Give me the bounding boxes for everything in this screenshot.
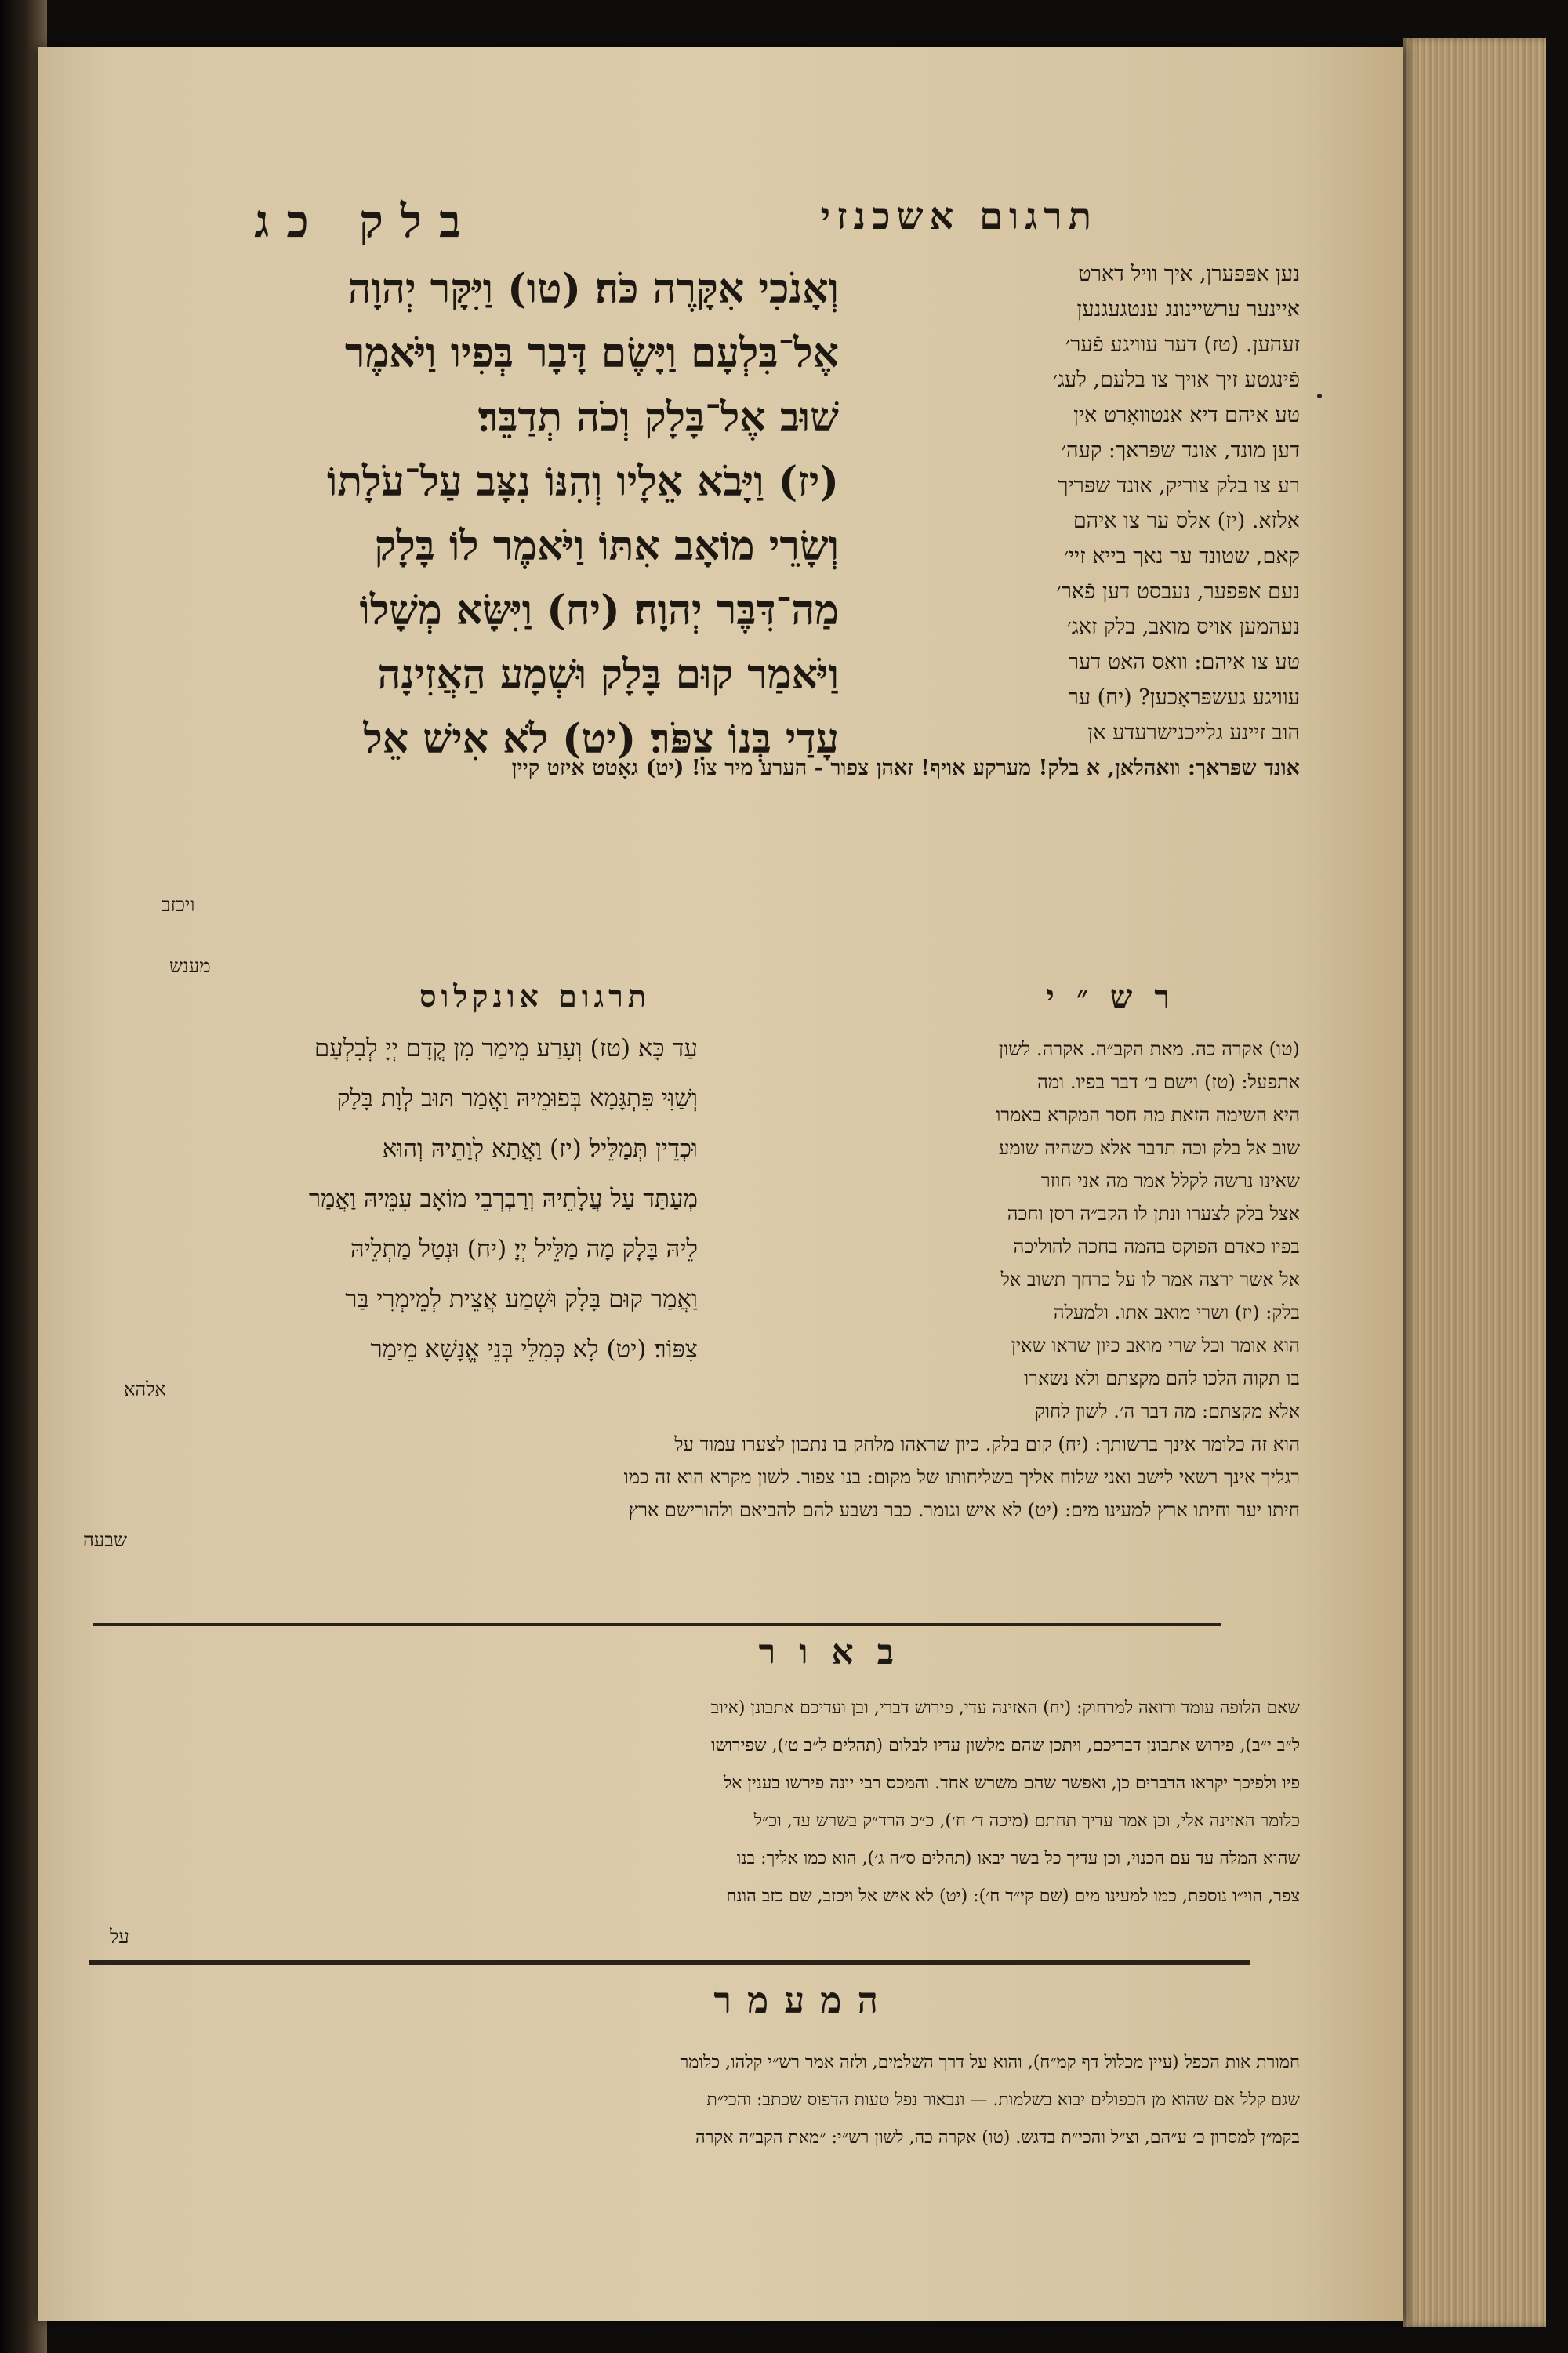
rashi-full-line: הוא זה כלומר אינך ברשותך: (יח) קום בלק. כיון שראהו מלחק בו נתכון לצערו עמוד על	[674, 1433, 1300, 1455]
biur-catchword: על	[110, 1926, 129, 1948]
main-text-catchword: ויכזב	[162, 894, 195, 916]
biur-line: כלומר האזינה אלי, וכן אמר עדיך תחתם (מיכה ד׳ ח׳), כ״כ הרד״ק בשרש עד, וכ״ל	[753, 1811, 1300, 1831]
yiddish-line: טע איהם דיא אנטוואָרט אין	[1073, 403, 1300, 427]
yiddish-line: נעהמען אויס מואב, בלק זאג׳	[1066, 615, 1300, 639]
onkelos-line: וּכְדֵין תְּמַלֵּיל׃ (יז) וַאֲתָא לְוָתֵיהּ וְהוּא	[382, 1135, 698, 1163]
biur-line: פיו ולפיכך יקראו הדברים כן, ואפשר שהם משרש אחד. והמכס רבי יונה פירשו בענין אל	[723, 1774, 1300, 1793]
rashi-line: בלק: (יז) ושרי מואב אתו. ולמעלה	[1053, 1302, 1300, 1324]
yiddish-line: זעהען. (טז) דער עוויגע פֿער׳	[1065, 332, 1300, 357]
onkelos-line: עַד כָּא׃ (טז) וְעָרַע מֵימַר מִן קֳדָם יְיָ לְבִלְעָם	[314, 1034, 698, 1062]
yiddish-full-width-line: אונד שפּראך: וואהלאן, א בלק! מערקע אויף! זאהן צפור - הערע מיר צו! (יט) גאָטט איזט קיין	[511, 756, 1300, 780]
book-page	[38, 47, 1403, 2321]
rashi-full-line: חיתו יער וחיתו ארץ למעינו מים: (יט) לא איש וגומר. כבר נשבע להם להביאם ולהורישם ארץ	[628, 1499, 1300, 1521]
yiddish-line: אלזא. (יז) אלס ער צו איהם	[1073, 509, 1300, 533]
main-text-line: (יז) וַיָּבֹא אֵלָיו וְהִנּוֹ נִצָּב עַל־עֹלָתוֹ	[327, 458, 839, 506]
onkelos-line: וְשַׁוִּי פִּתְגָּמָא בְּפוּמֵיהּ וַאֲמַר תּוּב לְוָת בָּלָק	[336, 1084, 698, 1113]
main-text-line: מַה־דִּבֶּר יְהוָה׃ (יח) וַיִּשָּׂא מְשָׁלוֹ	[359, 586, 839, 634]
biur-top-rule	[93, 1623, 1221, 1626]
ink-speck	[1317, 394, 1322, 398]
onkelos-line: מְעַתַּד עַל עֲלָתֵיהּ וְרַבְרְבֵי מוֹאָב עִמֵּיהּ וַאֲמַר	[308, 1185, 698, 1213]
biur-line: שאם הלופה עומד ורואה למרחוק: (יח) האזינה עדי, פירוש דברי, ובן ועדיכם אתבונן (איוב	[710, 1698, 1300, 1718]
yiddish-line: קאם, שטונד ער נאך בייא זיי׳	[1063, 544, 1300, 568]
rashi-full-line: רגליך אינך רשאי לישב ואני שלוח אליך בשליחותו של מקום: בנו צפור. לשון מקרא הוא זה כמו	[623, 1466, 1300, 1488]
onkelos-line: לֵיהּ בָּלָק מָה מַלֵּיל יְיָ׃ (יח) וּנְטַל מַתְלֵיהּ	[350, 1235, 698, 1263]
hameamer-line: שגם קלל אם שהוא מן הכפולים יבוא בשלמות. — ונבאור נפל טעות הדפוס שכתב: והכי״ת	[706, 2090, 1300, 2110]
yiddish-line: נעם אפּפער, נעבסט דען פֿאר׳	[1056, 579, 1300, 604]
main-text-line: שׁוּב אֶל־בָּלָק וְכֹה תְדַבֵּר׃	[477, 394, 839, 441]
rashi-title: רש״י	[1046, 979, 1192, 1015]
biur-line: שהוא המלה עד עם הכנוי, וכן עדיך כל בשר יבאו (תהלים ס״ה ג׳), הוא כמו אליך: בנו	[736, 1849, 1300, 1868]
yiddish-line: עוויגע געשפּראָכען? (יח) ער	[1068, 685, 1300, 710]
header-left-title: בלק כג	[254, 194, 478, 248]
hameamer-line: חמורת אות הכפל (עיין מכלול דף קמ״ח), והוא על דרך השלמים, ולזה אמר רש״י קלהו, כלומר	[680, 2053, 1300, 2072]
onkelos-catchword: אלהא	[124, 1378, 166, 1400]
onkelos-line: וַאֲמַר קוּם בָּלָק וּשְׁמַע אֲצֵית לְמֵימְרִי בַּר	[345, 1285, 698, 1313]
rashi-line: אצל בלק לצערו ונתן לו הקב״ה רסן וחכה	[1007, 1203, 1300, 1225]
main-text-line: וַיֹּאמַר קוּם בָּלָק וּשְׁמָע הַאֲזִינָה	[377, 651, 839, 699]
main-text-line: וְשָׂרֵי מוֹאָב אִתּוֹ וַיֹּאמֶר לוֹ בָּלָק	[374, 522, 839, 570]
hameamer-title: המעמר	[713, 1979, 894, 2021]
rashi-line: שוב אל בלק וכה תדבר אלא כשהיה שומע	[998, 1137, 1300, 1159]
yiddish-line: דען מונד, אונד שפּראך: קעה׳	[1061, 438, 1300, 463]
header-right-title: תרגום אשכנזי	[820, 194, 1098, 238]
main-text-line: עָדַי בְּנוֹ צִפֹּר׃ (יט) לֹא אִישׁ אֵל	[363, 715, 839, 763]
rashi-line: היא השימה הזאת מה חסר המקרא באמרו	[996, 1104, 1300, 1126]
rashi-line: אלא מקצתם: מה דבר ה׳. לשון לחוק	[1035, 1400, 1300, 1422]
yiddish-line: איינער ערשיינונג ענטגעגנען	[1076, 297, 1300, 321]
rashi-line: אל אשר ירצה אמר לו על כרחך תשוב אל	[1000, 1269, 1300, 1291]
onkelos-title: תרגום אונקלוס	[419, 979, 651, 1014]
yiddish-line: נען אפּפערן, איך וויל דארט	[1078, 262, 1300, 286]
main-text-line: וְאָנֹכִי אִקָּרֶה כֹּה׃ (טו) וַיִּקָּר יְהוָה	[347, 265, 839, 313]
onkelos-line: צִפּוֹר׃ (יט) לָא כְּמִלֵּי בְּנֵי אֱנָשָׁא מֵימַר	[370, 1335, 698, 1364]
yiddish-line: רע צו בלק צוריק, אונד שפּריך	[1058, 474, 1300, 498]
biur-title: באור	[758, 1632, 917, 1672]
yiddish-line: פֿינגטע זיך אויך צו בלעם, לעג׳	[1052, 368, 1300, 392]
rashi-catchword: שבעה	[83, 1529, 127, 1551]
rashi-line: שאינו נרשה לקלל אמר מה אני חוזר	[1040, 1170, 1300, 1192]
rashi-line: אתפעל: (טז) וישם ב׳ דבר בפיו. ומה	[1037, 1071, 1300, 1093]
hameamer-top-rule	[89, 1960, 1250, 1965]
hameamer-line: בקמ״ן למסרון כ׳ ע״הם, וצ״ל והכי״ת בדגש. (טו) אקרה כה, לשון רש״י: ״מאת הקב״ה אקרה	[695, 2128, 1300, 2148]
biur-line: ל״ב י״ב), פירוש אתבונן דבריכם, ויתכן שהם מלשון עדיו לבלום (תהלים ל״ב ט׳), שפירושו	[710, 1736, 1300, 1756]
biur-line: צפר, הוי״ו נוספת, כמו למעינו מים (שם קי״ד ח׳): (יט) לא איש אל ויכזב, שם כזב הונח	[726, 1886, 1300, 1906]
yiddish-catchword: מענש	[169, 955, 211, 977]
rashi-line: (טו) אקרה כה. מאת הקב״ה. אקרה. לשון	[998, 1038, 1300, 1060]
yiddish-line: הוב זיינע גלייכנישרעדע אן	[1087, 721, 1300, 745]
rashi-line: בו תקוה הלכו להם מקצתם ולא נשארו	[1024, 1367, 1300, 1389]
yiddish-line: טע צו איהם: וואס האט דער	[1068, 650, 1300, 674]
main-text-line: אֶל־בִּלְעָם וַיָּשֶׂם דָּבָר בְּפִיו וַיֹּאמֶר	[344, 329, 839, 377]
book-page-edges	[1403, 38, 1546, 2327]
rashi-line: הוא אומר וכל שרי מואב כיון שראו שאין	[1011, 1334, 1300, 1356]
rashi-line: בפיו כאדם הפוקס בהמה בחכה להוליכה	[1013, 1236, 1300, 1258]
